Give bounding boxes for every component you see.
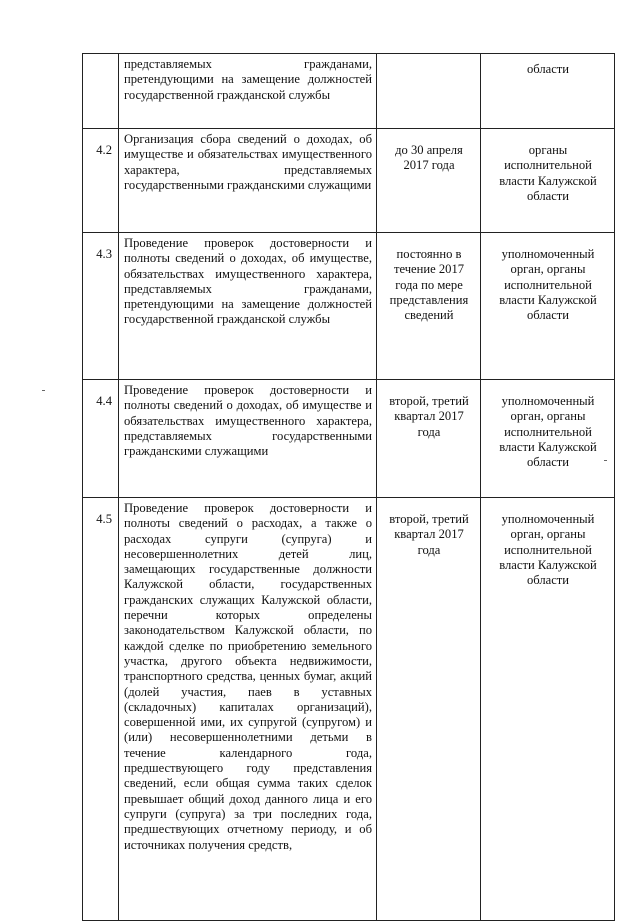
row-number [83, 54, 119, 129]
measure-description: представляемых гражданами, претендующими на замещение должностей государственной гражданской службы [119, 54, 377, 129]
scan-speck [604, 460, 607, 461]
table-row [83, 129, 615, 233]
table-row [83, 54, 615, 129]
table-row [83, 233, 615, 380]
table-row [83, 498, 615, 921]
measure-responsible: органы исполнительной власти Калужской области [481, 129, 615, 233]
measure-description: Проведение проверок достоверности и полноты сведений о доходах, об имуществе и обязательствах имущественного характера, представляемых государственными гражданскими служащими [119, 380, 377, 498]
measures-table [82, 53, 615, 921]
measure-term: второй, третий квартал 2017 года [377, 380, 481, 498]
measure-description: Проведение проверок достоверности и полноты сведений о расходах, а также о расходах супруги (супруга) и несовершеннолетних детей лиц, замещающих государственные должности Калужской области, государственных гражданских служащих Калужской области, перечни которых определены законодательством Калужской области, по каждой сделке по приобретению земельного участка, другого объекта недвижимости, транспортного средства, ценных бумаг, акций (долей участия, паев в уставных (складочных) капиталах организаций), совершенной ими, их супругой (супругом) и (или) несовершеннолетними детьми в течение календарного года, предшествующего году представления сведений, если общая сумма таких сделок превышает общий доход данного лица и его супруги (супруга) за три последних года, предшествующих отчетному периоду, и об источниках получения средств, [119, 498, 377, 921]
measure-term: второй, третий квартал 2017 года [377, 498, 481, 921]
measure-term: до 30 апреля 2017 года [377, 129, 481, 233]
scan-speck [42, 390, 45, 391]
measure-responsible: уполномоченный орган, органы исполнительной власти Калужской области [481, 498, 615, 921]
measure-responsible: уполномоченный орган, органы исполнительной власти Калужской области [481, 380, 615, 498]
row-number: 4.4 [83, 380, 119, 498]
row-number: 4.5 [83, 498, 119, 921]
row-number: 4.2 [83, 129, 119, 233]
measure-responsible: области [481, 54, 615, 129]
measure-description: Проведение проверок достоверности и полноты сведений о доходах, об имуществе, обязательствах имущественного характера, представляемых гражданами, претендующими на замещение должностей государственной гражданской службы [119, 233, 377, 380]
measure-term: постоянно в течение 2017 года по мере представления сведений [377, 233, 481, 380]
measure-description: Организация сбора сведений о доходах, об имуществе и обязательствах имущественного характера, представляемых государственными гражданскими служащими [119, 129, 377, 233]
measure-term [377, 54, 481, 129]
table-row [83, 380, 615, 498]
row-number: 4.3 [83, 233, 119, 380]
measure-responsible: уполномоченный орган, органы исполнительной власти Калужской области [481, 233, 615, 380]
